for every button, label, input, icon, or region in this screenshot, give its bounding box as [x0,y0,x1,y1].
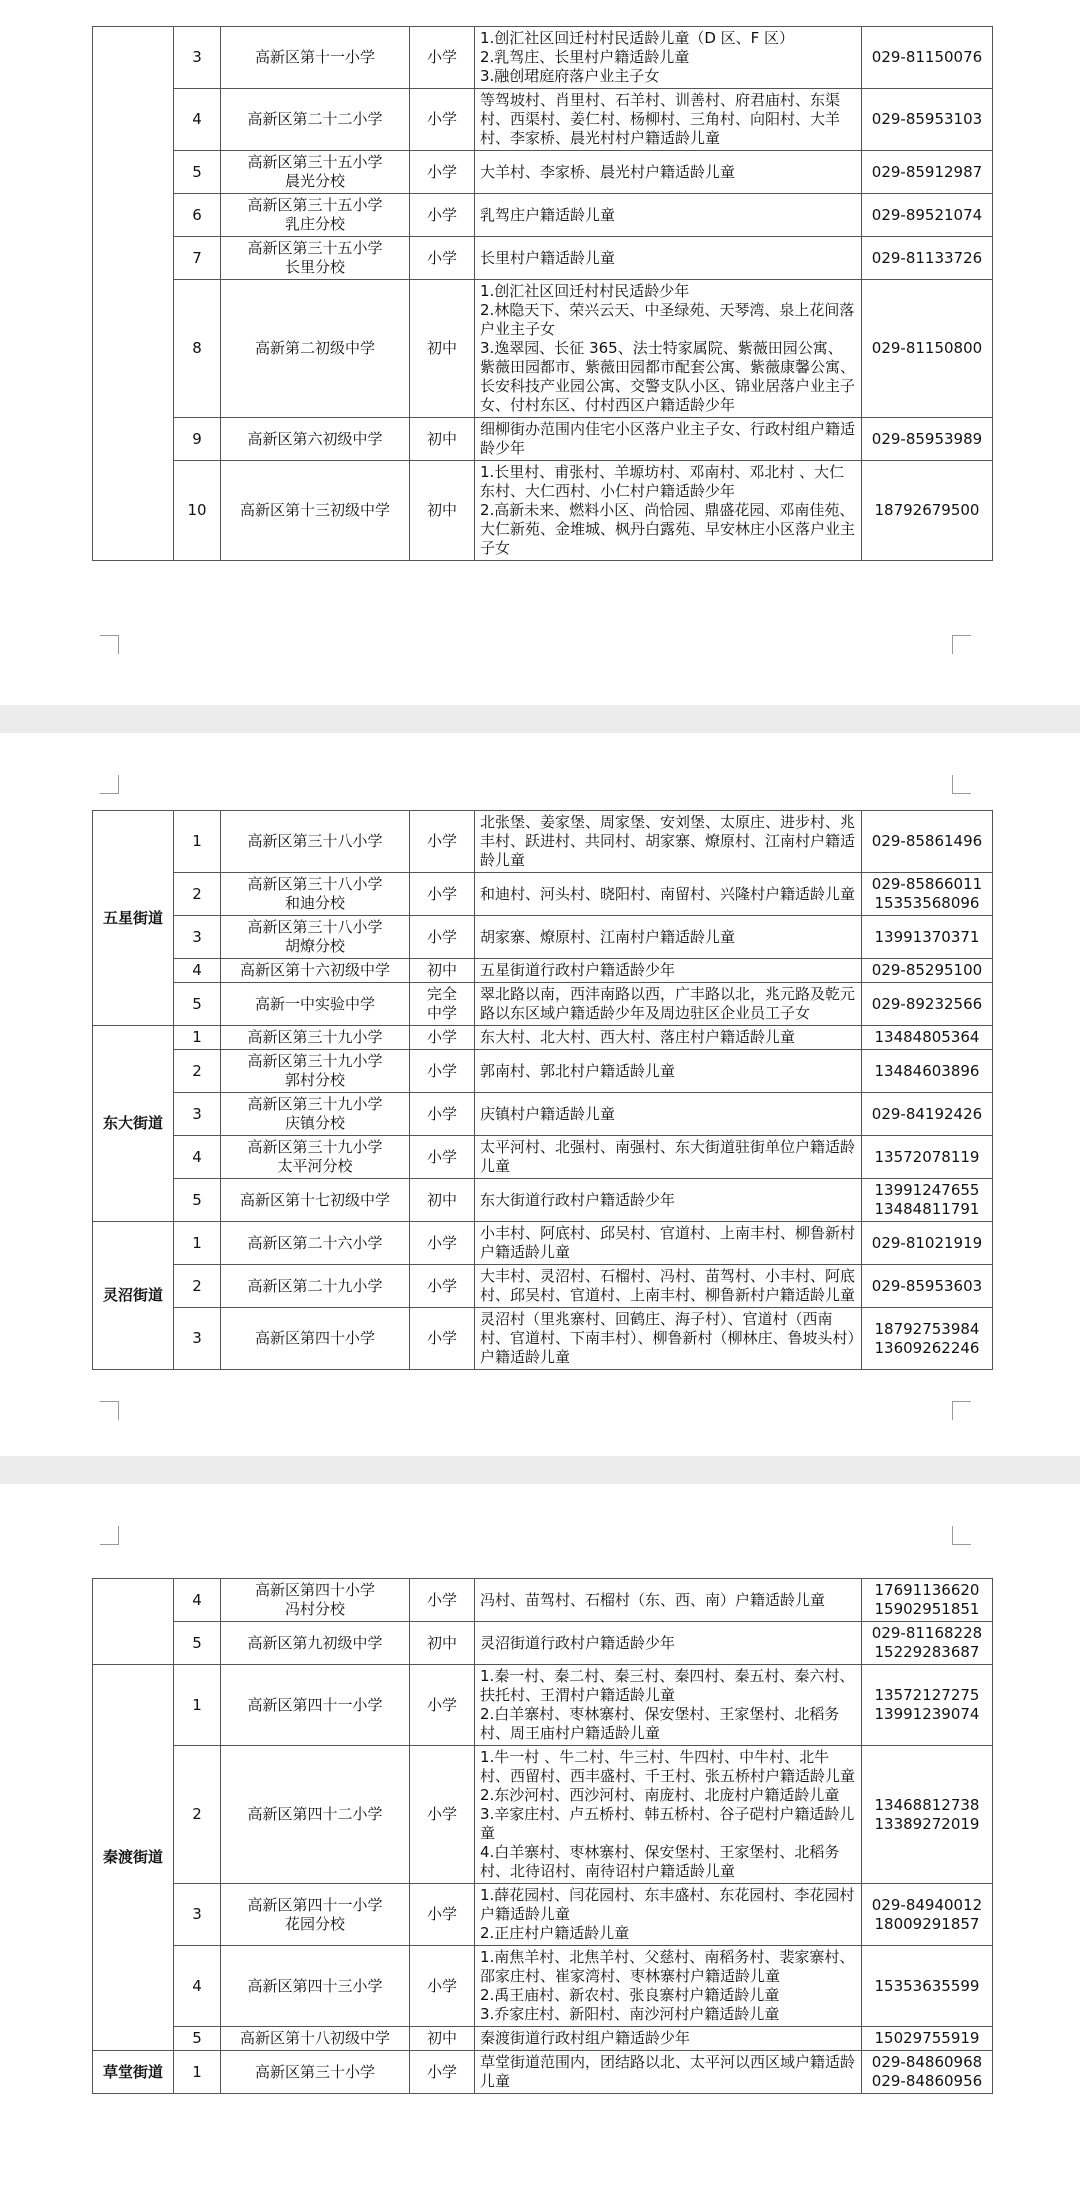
table-row [93,959,993,983]
row-number: 6 [174,194,221,237]
row-number: 5 [174,1179,221,1222]
street-name [93,1579,174,1665]
table-row [93,237,993,280]
table-row [93,27,993,89]
school-type: 小学 [410,1746,475,1884]
table-row [93,418,993,461]
school-name: 高新区第四十一小学 花园分校 [221,1884,410,1946]
contact-phone: 13991247655 13484811791 [862,1179,993,1222]
school-name: 高新区第三十八小学 胡燎分校 [221,916,410,959]
school-name: 高新区第二十六小学 [221,1222,410,1265]
school-name: 高新区第六初级中学 [221,418,410,461]
table-row [93,1179,993,1222]
enrollment-area: 1.长里村、甫张村、羊塬坊村、邓南村、邓北村 、大仁东村、大仁西村、小仁村户籍适龄少年 2.高新未来、燃料小区、尚恰园、鼎盛花园、邓南佳苑、大仁新苑、金堆城、枫丹白露苑、早安林庄小区落户业主子女 [475,461,862,561]
enrollment-table-page-1 [92,26,993,561]
school-name: 高新区第三十五小学 乳庄分校 [221,194,410,237]
table-row [93,1622,993,1665]
enrollment-area: 五星街道行政村户籍适龄少年 [475,959,862,983]
table-row [93,1746,993,1884]
enrollment-area: 北张堡、姜家堡、周家堡、安刘堡、太原庄、进步村、兆丰村、跃进村、共同村、胡家寨、燎原村、江南村户籍适龄儿童 [475,811,862,873]
table-row [93,983,993,1026]
contact-phone: 15029755919 [862,2027,993,2051]
contact-phone: 13484603896 [862,1050,993,1093]
school-type: 小学 [410,873,475,916]
contact-phone: 15353635599 [862,1946,993,2027]
contact-phone: 029-85866011 15353568096 [862,873,993,916]
school-type: 初中 [410,959,475,983]
page-corner-mark [100,1526,119,1545]
table-row [93,873,993,916]
enrollment-area: 1.薛花园村、闫花园村、东丰盛村、东花园村、李花园村户籍适龄儿童 2.正庄村户籍适龄儿童 [475,1884,862,1946]
enrollment-area: 小丰村、阿底村、邱吴村、官道村、上南丰村、柳鲁新村户籍适龄儿童 [475,1222,862,1265]
row-number: 1 [174,1222,221,1265]
row-number: 4 [174,1579,221,1622]
row-number: 1 [174,2051,221,2094]
enrollment-area: 灵沼街道行政村户籍适龄少年 [475,1622,862,1665]
school-type: 小学 [410,151,475,194]
table-row [93,1308,993,1370]
row-number: 7 [174,237,221,280]
table-row [93,1884,993,1946]
school-name: 高新区第四十一小学 [221,1665,410,1746]
table-row [93,916,993,959]
document-page-3 [0,1484,1080,2196]
contact-phone: 13572078119 [862,1136,993,1179]
school-name: 高新区第十一小学 [221,27,410,89]
page-corner-mark [952,635,971,654]
school-type: 初中 [410,1179,475,1222]
school-name: 高新区第四十小学 [221,1308,410,1370]
street-name [93,27,174,561]
school-name: 高新一中实验中学 [221,983,410,1026]
table-row [93,1026,993,1050]
enrollment-area: 1.南焦羊村、北焦羊村、父慈村、南稻务村、裴家寨村、邵家庄村、崔家湾村、枣林寨村户籍适龄儿童 2.禹王庙村、新农村、张良寨村户籍适龄儿童 3.乔家庄村、新阳村、南沙河村户籍适龄儿童 [475,1946,862,2027]
school-type: 小学 [410,1136,475,1179]
row-number: 2 [174,1265,221,1308]
row-number: 3 [174,27,221,89]
page-corner-mark [952,775,971,794]
table-row [93,1222,993,1265]
document-page-2 [0,733,1080,1456]
school-name: 高新区第三十九小学 郭村分校 [221,1050,410,1093]
school-type: 小学 [410,1050,475,1093]
row-number: 1 [174,1665,221,1746]
enrollment-area: 1.秦一村、秦二村、秦三村、秦四村、秦五村、秦六村、扶托村、王渭村户籍适龄儿童 2.白羊寨村、枣林寨村、保安堡村、王家堡村、北稻务村、周王庙村户籍适龄儿童 [475,1665,862,1746]
school-type: 小学 [410,1579,475,1622]
contact-phone: 029-89232566 [862,983,993,1026]
enrollment-area: 细柳街办范围内佳宅小区落户业主子女、行政村组户籍适龄少年 [475,418,862,461]
school-name: 高新区第二十二小学 [221,89,410,151]
enrollment-area: 东大街道行政村户籍适龄少年 [475,1179,862,1222]
table-row [93,1579,993,1622]
row-number: 4 [174,1136,221,1179]
row-number: 2 [174,1050,221,1093]
row-number: 1 [174,811,221,873]
contact-phone: 029-85953103 [862,89,993,151]
school-type: 初中 [410,2027,475,2051]
row-number: 8 [174,280,221,418]
contact-phone: 029-81133726 [862,237,993,280]
row-number: 3 [174,1884,221,1946]
contact-phone: 029-89521074 [862,194,993,237]
street-name: 东大街道 [93,1026,174,1222]
page-corner-mark [100,1401,119,1420]
row-number: 1 [174,1026,221,1050]
school-name: 高新区第十七初级中学 [221,1179,410,1222]
row-number: 4 [174,89,221,151]
contact-phone: 029-85912987 [862,151,993,194]
enrollment-area: 灵沼村（里兆寨村、回鹤庄、海子村）、官道村（西南村、官道村、下南丰村）、柳鲁新村（柳林庄、鲁坡头村）户籍适龄儿童 [475,1308,862,1370]
school-type: 初中 [410,418,475,461]
school-name: 高新第二初级中学 [221,280,410,418]
contact-phone: 13991370371 [862,916,993,959]
row-number: 4 [174,1946,221,2027]
school-type: 小学 [410,1093,475,1136]
row-number: 3 [174,916,221,959]
contact-phone: 029-85953989 [862,418,993,461]
school-name: 高新区第十三初级中学 [221,461,410,561]
school-name: 高新区第四十三小学 [221,1946,410,2027]
row-number: 5 [174,1622,221,1665]
table-row [93,1093,993,1136]
document-page-1 [0,0,1080,705]
school-name: 高新区第三十八小学 和迪分校 [221,873,410,916]
page-corner-mark [952,1526,971,1545]
enrollment-area: 秦渡街道行政村组户籍适龄少年 [475,2027,862,2051]
contact-phone: 029-85861496 [862,811,993,873]
page-gap [0,1456,1080,1484]
school-name: 高新区第三十五小学 长里分校 [221,237,410,280]
contact-phone: 029-81021919 [862,1222,993,1265]
contact-phone: 029-81168228 15229283687 [862,1622,993,1665]
contact-phone: 13484805364 [862,1026,993,1050]
enrollment-area: 庆镇村户籍适龄儿童 [475,1093,862,1136]
table-row [93,151,993,194]
enrollment-area: 东大村、北大村、西大村、落庄村户籍适龄儿童 [475,1026,862,1050]
page-corner-mark [100,635,119,654]
school-name: 高新区第十六初级中学 [221,959,410,983]
school-type: 小学 [410,1308,475,1370]
school-name: 高新区第三十九小学 太平河分校 [221,1136,410,1179]
school-name: 高新区第三十五小学 晨光分校 [221,151,410,194]
table-row [93,194,993,237]
enrollment-area: 1.创汇社区回迁村村民适龄儿童（D 区、F 区） 2.乳驾庄、长里村户籍适龄儿童 3.融创珺庭府落户业主子女 [475,27,862,89]
enrollment-area: 1.创汇社区回迁村村民适龄少年 2.林隐天下、荣兴云天、中圣绿苑、天琴湾、泉上花间落户业主子女 3.逸翠园、长征 365、法士特家属院、紫薇田园公寓、紫薇田园都市、紫薇田园都市配套公寓、紫薇康馨公寓、长安科技产业园公寓、交警支队小区、锦业居落户业主子女、付村东区、付村西区户籍适龄少年 [475,280,862,418]
enrollment-area: 大丰村、灵沼村、石榴村、冯村、苗驾村、小丰村、阿底村、邱吴村、官道村、上南丰村、柳鲁新村户籍适龄儿童 [475,1265,862,1308]
school-name: 高新区第四十二小学 [221,1746,410,1884]
school-type: 小学 [410,1884,475,1946]
school-name: 高新区第四十小学 冯村分校 [221,1579,410,1622]
street-name: 草堂街道 [93,2051,174,2094]
school-name: 高新区第三十八小学 [221,811,410,873]
enrollment-area: 太平河村、北强村、南强村、东大街道驻街单位户籍适龄儿童 [475,1136,862,1179]
row-number: 2 [174,873,221,916]
row-number: 9 [174,418,221,461]
school-type: 初中 [410,280,475,418]
school-type: 初中 [410,461,475,561]
table-row [93,1136,993,1179]
row-number: 4 [174,959,221,983]
school-name: 高新区第九初级中学 [221,1622,410,1665]
enrollment-area: 大羊村、李家桥、晨光村户籍适龄儿童 [475,151,862,194]
enrollment-table-page-3 [92,1578,993,2094]
school-name: 高新区第三十九小学 [221,1026,410,1050]
school-type: 小学 [410,1265,475,1308]
enrollment-area: 草堂街道范围内，团结路以北、太平河以西区域户籍适龄儿童 [475,2051,862,2094]
school-type: 初中 [410,1622,475,1665]
table-row [93,2027,993,2051]
row-number: 10 [174,461,221,561]
enrollment-area: 乳驾庄户籍适龄儿童 [475,194,862,237]
enrollment-area: 1.牛一村 、牛二村、牛三村、牛四村、中牛村、北牛村、西留村、西丰盛村、千王村、张五桥村户籍适龄儿童 2.东沙河村、西沙河村、南庞村、北庞村户籍适龄儿童 3.辛家庄村、卢五桥村、韩五桥村、谷子硙村户籍适龄儿童 4.白羊寨村、枣林寨村、保安堡村、王家堡村、北稻务村、北待诏村、南待诏村户籍适龄儿童 [475,1746,862,1884]
street-name: 灵沼街道 [93,1222,174,1370]
row-number: 3 [174,1093,221,1136]
enrollment-table-page-2 [92,810,993,1370]
enrollment-area: 胡家寨、燎原村、江南村户籍适龄儿童 [475,916,862,959]
page-gap [0,705,1080,733]
row-number: 5 [174,2027,221,2051]
row-number: 2 [174,1746,221,1884]
school-type: 小学 [410,89,475,151]
school-type: 小学 [410,2051,475,2094]
street-name: 五星街道 [93,811,174,1026]
school-name: 高新区第十八初级中学 [221,2027,410,2051]
school-name: 高新区第二十九小学 [221,1265,410,1308]
street-name: 秦渡街道 [93,1665,174,2051]
table-row [93,1946,993,2027]
row-number: 5 [174,151,221,194]
school-type: 小学 [410,916,475,959]
school-type: 小学 [410,27,475,89]
contact-phone: 17691136620 15902951851 [862,1579,993,1622]
row-number: 3 [174,1308,221,1370]
contact-phone: 13468812738 13389272019 [862,1746,993,1884]
school-type: 小学 [410,811,475,873]
contact-phone: 18792679500 [862,461,993,561]
school-name: 高新区第三十小学 [221,2051,410,2094]
school-type: 小学 [410,1026,475,1050]
table-row [93,1265,993,1308]
row-number: 5 [174,983,221,1026]
school-type: 小学 [410,1222,475,1265]
school-type: 小学 [410,194,475,237]
enrollment-area: 长里村户籍适龄儿童 [475,237,862,280]
contact-phone: 029-81150076 [862,27,993,89]
table-row [93,280,993,418]
contact-phone: 029-85295100 [862,959,993,983]
contact-phone: 029-85953603 [862,1265,993,1308]
contact-phone: 029-81150800 [862,280,993,418]
page-corner-mark [100,775,119,794]
table-row [93,461,993,561]
school-type: 小学 [410,1946,475,2027]
contact-phone: 18792753984 13609262246 [862,1308,993,1370]
table-row [93,811,993,873]
school-type: 完全 中学 [410,983,475,1026]
contact-phone: 029-84940012 18009291857 [862,1884,993,1946]
table-row [93,1050,993,1093]
enrollment-area: 郭南村、郭北村户籍适龄儿童 [475,1050,862,1093]
contact-phone: 13572127275 13991239074 [862,1665,993,1746]
table-row [93,89,993,151]
table-row [93,1665,993,1746]
page-corner-mark [952,1401,971,1420]
table-row [93,2051,993,2094]
school-type: 小学 [410,1665,475,1746]
contact-phone: 029-84192426 [862,1093,993,1136]
school-name: 高新区第三十九小学 庆镇分校 [221,1093,410,1136]
contact-phone: 029-84860968 029-84860956 [862,2051,993,2094]
enrollment-area: 和迪村、河头村、晓阳村、南留村、兴隆村户籍适龄儿童 [475,873,862,916]
enrollment-area: 冯村、苗驾村、石榴村（东、西、南）户籍适龄儿童 [475,1579,862,1622]
school-type: 小学 [410,237,475,280]
enrollment-area: 等驾坡村、肖里村、石羊村、训善村、府君庙村、东渠村、西渠村、姜仁村、杨柳村、三角村、向阳村、大羊村、李家桥、晨光村村户籍适龄儿童 [475,89,862,151]
enrollment-area: 翠北路以南，西沣南路以西，广丰路以北，兆元路及乾元路以东区域户籍适龄少年及周边驻区企业员工子女 [475,983,862,1026]
